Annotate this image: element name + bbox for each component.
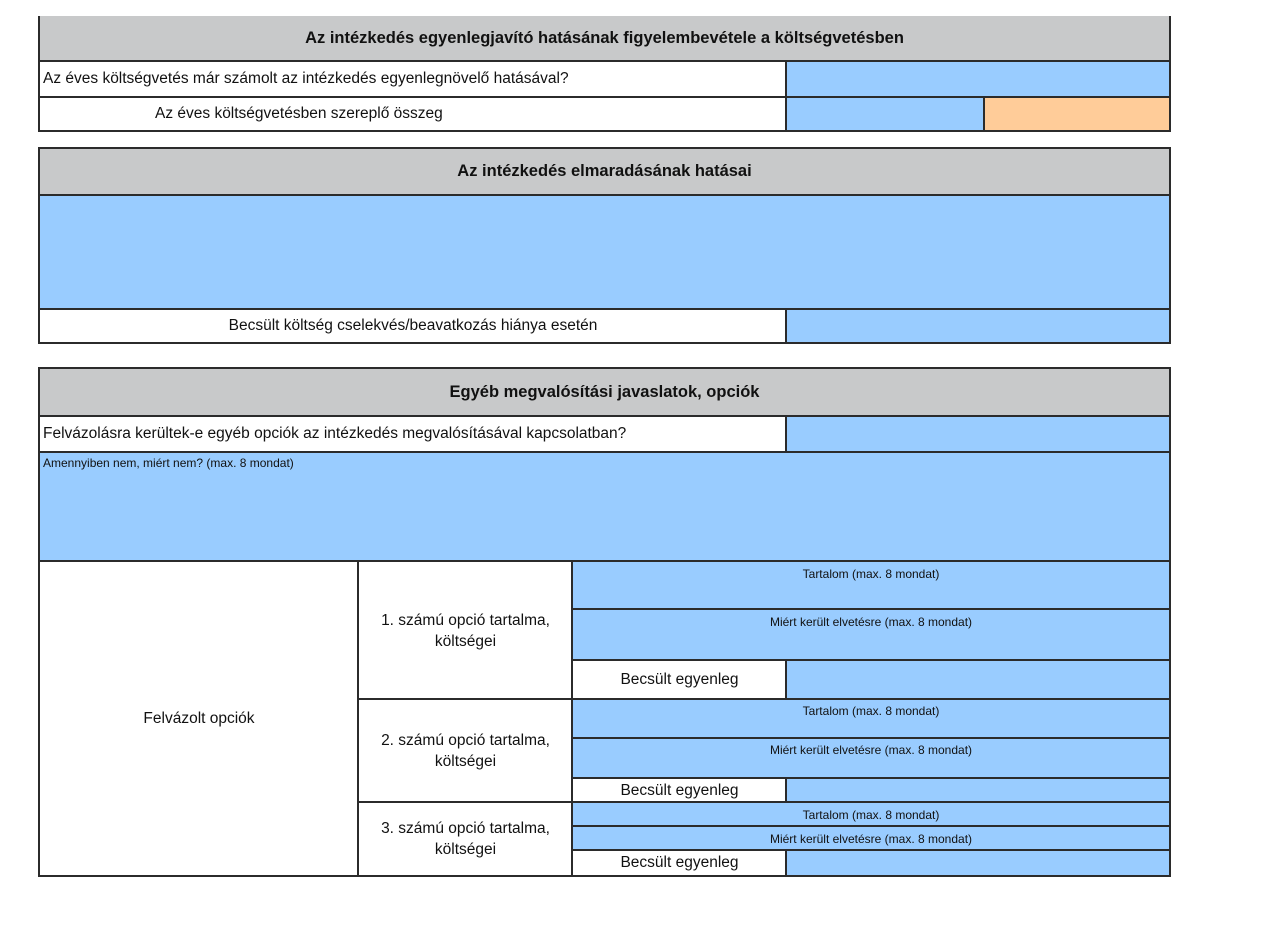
option-1-content-input[interactable] [571, 560, 1169, 609]
option-3-rejected-input[interactable] [571, 825, 1169, 850]
section-other-options [38, 367, 1171, 877]
budget-amount-input[interactable] [785, 96, 984, 130]
omission-effects-textarea[interactable] [40, 194, 1169, 309]
option-3-rejected-placeholder: Miért került elvetésre (max. 8 mondat) [769, 831, 973, 846]
option-1-label: 1. számú opció tartalma, költségei [357, 560, 572, 699]
options-label: Felvázolt opciók [40, 560, 358, 875]
budget-amount-extra-input[interactable] [983, 96, 1169, 130]
section-omission-effects [38, 147, 1171, 344]
option-3-content-input[interactable] [571, 801, 1169, 826]
option-1-rejected-input[interactable] [571, 608, 1169, 660]
option-2-label: 2. számú opció tartalma, költségei [357, 698, 572, 802]
budget-already-counted-input[interactable] [785, 60, 1169, 96]
budget-already-counted-label: Az éves költségvetés már számolt az intézkedés egyenlegnövelő hatásával? [40, 60, 786, 96]
option-2-balance-label: Becsült egyenleg [571, 777, 786, 802]
section-omission-effects-title: Az intézkedés elmaradásának hatásai [40, 149, 1169, 194]
why-not-textarea[interactable] [40, 451, 1169, 561]
option-2-balance-input[interactable] [785, 777, 1169, 802]
option-1-rejected-placeholder: Miért került elvetésre (max. 8 mondat) [769, 615, 973, 629]
option-2-content-placeholder: Tartalom (max. 8 mondat) [802, 704, 940, 718]
option-3-content-placeholder: Tartalom (max. 8 mondat) [802, 807, 940, 822]
option-2-content-input[interactable] [571, 698, 1169, 738]
option-3-label: 3. számú opció tartalma, költségei [357, 801, 572, 875]
other-options-question-input[interactable] [785, 415, 1169, 451]
omission-cost-input[interactable] [785, 308, 1169, 342]
option-1-balance-input[interactable] [785, 659, 1169, 699]
option-3-balance-input[interactable] [785, 849, 1169, 875]
option-2-rejected-input[interactable] [571, 737, 1169, 778]
other-options-question-label: Felvázolásra kerültek-e egyéb opciók az intézkedés megvalósításával kapcsolatban? [40, 415, 786, 451]
budget-amount-label: Az éves költségvetésben szereplő összeg [40, 96, 786, 130]
section-other-options-title: Egyéb megvalósítási javaslatok, opciók [40, 369, 1169, 415]
why-not-placeholder: Amennyiben nem, miért nem? (max. 8 mondat) [43, 456, 294, 470]
section-budget-effect-title: Az intézkedés egyenlegjavító hatásának figyelembevétele a költségvetésben [40, 16, 1169, 60]
option-1-balance-label: Becsült egyenleg [571, 659, 786, 699]
option-3-balance-label: Becsült egyenleg [571, 849, 786, 875]
option-2-rejected-placeholder: Miért került elvetésre (max. 8 mondat) [769, 743, 973, 757]
omission-cost-label: Becsült költség cselekvés/beavatkozás hiánya esetén [40, 308, 786, 342]
option-1-content-placeholder: Tartalom (max. 8 mondat) [802, 567, 940, 581]
section-budget-effect [38, 16, 1171, 132]
